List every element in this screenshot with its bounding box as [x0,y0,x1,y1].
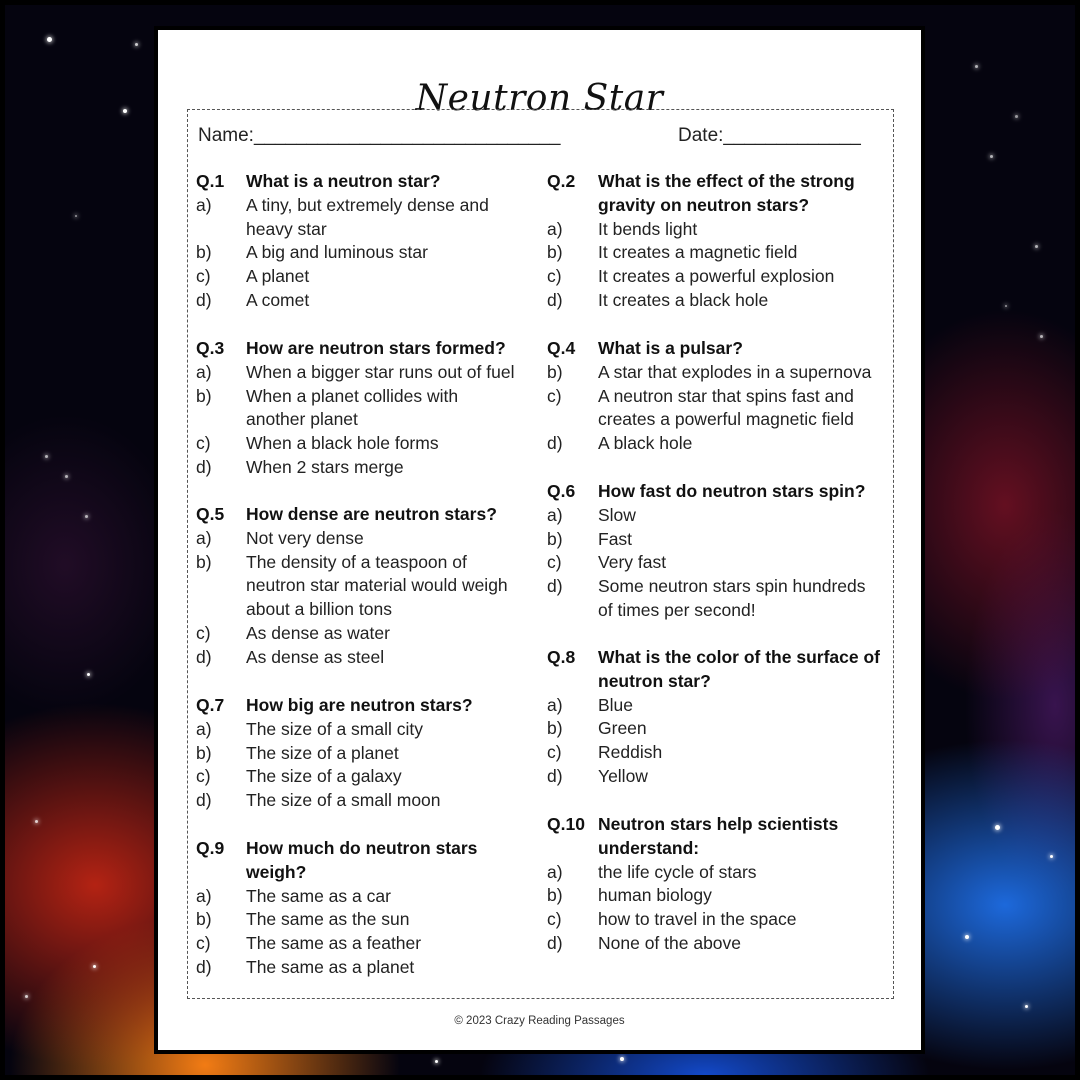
star-decoration [1025,1005,1028,1008]
option-text[interactable]: A tiny, but extremely dense and [246,194,489,215]
option-text[interactable]: A comet [246,289,310,310]
question-number: Q.10 [547,814,585,834]
option-text[interactable]: When a black hole forms [246,433,439,453]
question-number: Q.5 [196,504,225,524]
option-letter[interactable]: d) [196,289,212,310]
question-text: Neutron stars help scientists [598,814,839,834]
star-decoration [620,1057,624,1061]
star-decoration [35,820,38,823]
question-text: What is the effect of the strong [598,171,855,191]
date-blank[interactable]: _____________ [723,125,861,146]
worksheet-title: Neutron Star [415,78,664,119]
option-text[interactable]: The same as a feather [246,933,422,953]
star-decoration [1015,115,1018,118]
question-text: gravity on neutron stars? [598,194,810,215]
question-text: How dense are neutron stars? [246,504,497,524]
star-decoration [1050,855,1053,858]
star-decoration [990,155,993,158]
option-text[interactable]: Green [598,718,647,739]
option-letter[interactable]: d) [196,456,212,477]
option-text[interactable]: about a billion tons [246,599,392,619]
question-number: Q.2 [547,171,576,191]
star-decoration [123,109,127,113]
option-letter[interactable]: a) [547,861,563,882]
option-letter[interactable]: b) [196,242,212,263]
option-text[interactable]: The density of a teaspoon of [246,551,467,572]
option-letter[interactable]: a) [547,218,563,239]
option-text[interactable]: Very fast [598,552,667,573]
option-text[interactable]: It creates a powerful explosion [598,266,835,286]
option-text[interactable]: It creates a magnetic field [598,242,798,263]
date-label: Date: [678,125,724,146]
option-text[interactable]: The same as a car [246,885,391,906]
option-text[interactable]: heavy star [246,218,327,239]
question-number: Q.8 [547,647,576,667]
date-field[interactable] [678,125,861,147]
question-number: Q.7 [196,695,225,715]
option-letter[interactable]: c) [547,385,562,406]
option-letter[interactable]: d) [547,576,563,596]
option-text[interactable]: creates a powerful magnetic field [598,409,854,430]
option-letter[interactable]: b) [547,242,563,263]
option-letter[interactable]: d) [547,289,563,310]
option-text[interactable]: A neutron star that spins fast and [598,385,854,406]
name-field[interactable] [198,125,560,147]
option-text[interactable]: The size of a small city [246,718,423,739]
star-decoration [965,935,969,939]
option-letter[interactable]: a) [547,694,563,715]
question-number: Q.4 [547,338,576,358]
option-letter[interactable]: b) [196,551,212,572]
star-decoration [995,825,1000,830]
option-text[interactable]: When a bigger star runs out of fuel [246,361,515,382]
option-letter[interactable]: d) [196,646,212,667]
star-decoration [1040,335,1043,338]
option-letter[interactable]: c) [196,933,211,953]
name-label: Name: [198,125,254,146]
question-text: How much do neutron stars [246,838,478,858]
option-letter[interactable]: b) [196,742,212,763]
option-letter[interactable]: c) [547,909,562,929]
option-letter[interactable]: c) [196,766,211,787]
option-letter[interactable]: a) [196,361,212,382]
question-text: understand: [598,837,700,858]
option-letter[interactable]: c) [196,622,211,643]
star-decoration [65,475,68,478]
question-text: What is the color of the surface of [598,647,880,667]
option-letter[interactable]: d) [547,765,563,786]
question-text: How are neutron stars formed? [246,338,506,358]
option-text[interactable]: Blue [598,694,634,715]
question-number: Q.9 [196,838,225,858]
option-text[interactable]: human biology [598,885,712,906]
option-letter[interactable]: a) [547,504,563,525]
star-decoration [93,965,96,968]
question-text: How fast do neutron stars spin? [598,481,866,501]
option-text[interactable]: The size of a small moon [246,790,441,810]
option-text[interactable]: As dense as water [246,622,390,643]
option-letter[interactable]: b) [547,361,563,382]
name-blank[interactable]: _____________________________ [253,125,561,146]
star-decoration [75,215,77,217]
star-decoration [1005,305,1007,307]
question-text: neutron star? [598,670,711,691]
option-letter[interactable]: d) [547,932,563,953]
star-decoration [47,37,52,42]
copyright-footer: © 2023 Crazy Reading Passages [454,1015,625,1027]
question-text: What is a neutron star? [246,171,441,191]
star-decoration [25,995,28,998]
option-letter[interactable]: b) [196,385,212,406]
option-letter[interactable]: c) [547,266,562,286]
star-decoration [45,455,48,458]
option-text[interactable]: Not very dense [246,527,364,548]
option-letter[interactable]: b) [547,885,563,906]
option-letter[interactable]: b) [196,909,212,930]
option-letter[interactable]: d) [196,790,212,810]
option-text[interactable]: The same as the sun [246,909,410,930]
option-letter[interactable]: b) [547,528,563,549]
star-decoration [135,43,138,46]
option-letter[interactable]: c) [196,433,211,453]
option-letter[interactable]: a) [196,718,212,739]
option-text[interactable]: As dense as steel [246,646,385,667]
question-number: Q.1 [196,171,225,191]
option-text[interactable]: A black hole [598,433,693,453]
option-text[interactable]: When a planet collides with [246,385,459,406]
star-decoration [87,673,90,676]
question-text: How big are neutron stars? [246,695,473,715]
option-letter[interactable]: c) [196,266,211,286]
option-text[interactable]: neutron star material would weigh [246,575,508,596]
option-text[interactable]: When 2 stars merge [246,456,404,477]
question-text: What is a pulsar? [598,338,743,358]
option-text[interactable]: It bends light [598,218,698,239]
star-decoration [85,515,88,518]
question-text: weigh? [246,861,307,882]
option-text[interactable]: A planet [246,266,310,286]
option-text[interactable]: how to travel in the space [598,909,797,929]
option-text[interactable]: A star that explodes in a supernova [598,361,872,382]
option-text[interactable]: Slow [598,504,636,525]
option-text[interactable]: Yellow [598,765,648,786]
option-letter[interactable]: a) [196,527,212,548]
star-decoration [975,65,978,68]
option-text[interactable]: of times per second! [598,599,756,620]
worksheet-page [154,26,925,1054]
option-text[interactable]: A big and luminous star [246,242,428,263]
option-text[interactable]: another planet [246,409,358,430]
option-text[interactable]: None of the above [598,932,742,953]
option-text[interactable]: Fast [598,528,633,549]
option-text[interactable]: The size of a planet [246,742,399,763]
option-letter[interactable]: c) [547,742,562,762]
question-number: Q.6 [547,481,576,501]
option-text[interactable]: the life cycle of stars [598,861,757,882]
option-text[interactable]: The size of a galaxy [246,766,402,787]
star-decoration [435,1060,438,1063]
option-letter[interactable]: b) [547,718,563,739]
option-text[interactable]: It creates a black hole [598,289,769,310]
option-letter[interactable]: a) [196,194,212,215]
option-text[interactable]: The same as a planet [246,956,415,977]
option-text[interactable]: Some neutron stars spin hundreds [598,576,866,596]
star-decoration [1035,245,1038,248]
option-letter[interactable]: d) [547,433,563,453]
option-letter[interactable]: d) [196,956,212,977]
question-number: Q.3 [196,338,225,358]
option-text[interactable]: Reddish [598,742,663,762]
option-letter[interactable]: a) [196,885,212,906]
option-letter[interactable]: c) [547,552,562,573]
